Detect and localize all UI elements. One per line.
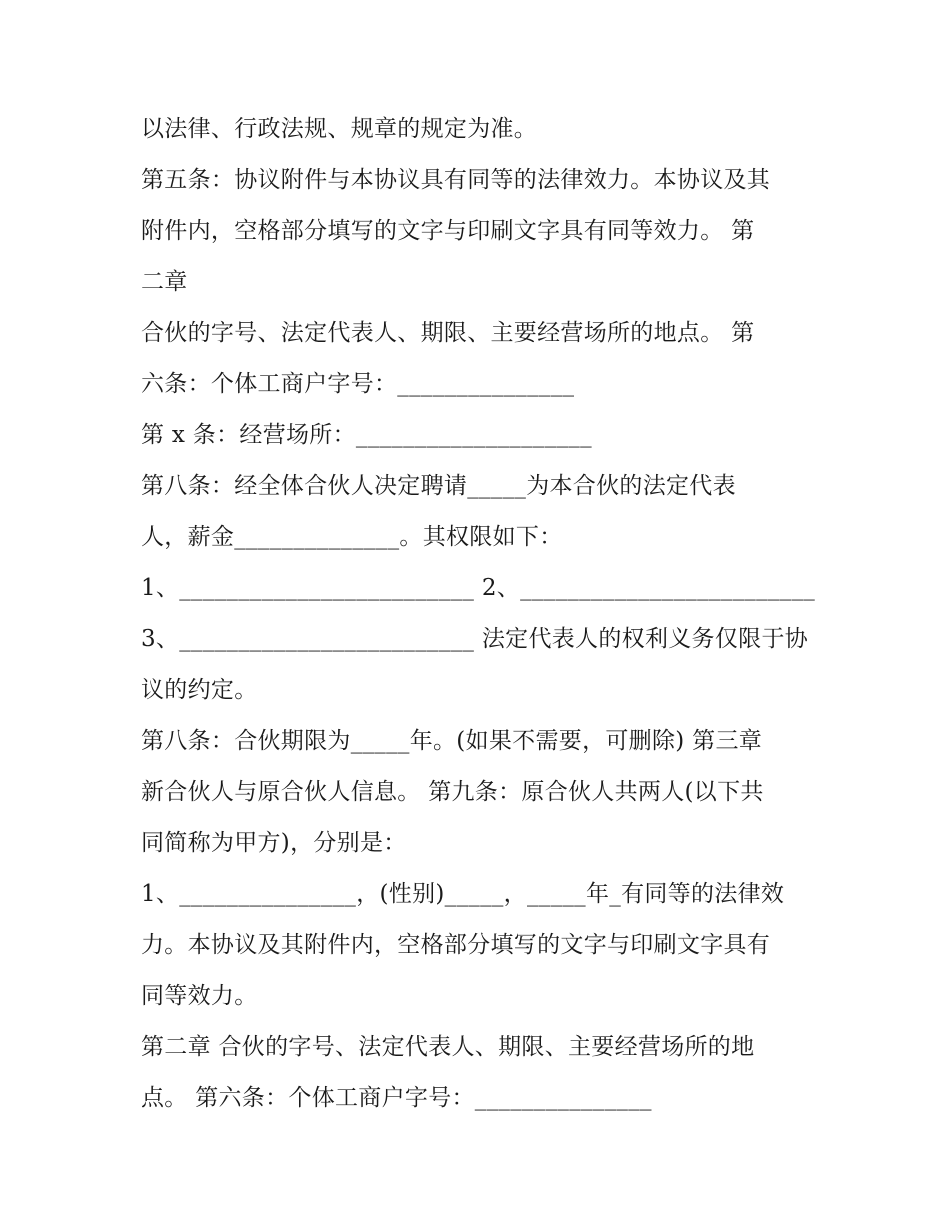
text-line: 1、_________________________ 2、_________________________ xyxy=(141,575,816,601)
text-line: 1、_______________，(性别)_____，_____年_有同等的法律效 xyxy=(141,881,785,907)
text-line: 力。本协议及其附件内，空格部分填写的文字与印刷文字具有 xyxy=(141,932,771,958)
text-line: 附件内，空格部分填写的文字与印刷文字具有同等效力。 第 xyxy=(141,218,755,244)
text-line: 以法律、行政法规、规章的规定为准。 xyxy=(141,116,538,142)
text-line: 六条：个体工商户字号：_______________ xyxy=(141,371,575,397)
text-line: 点。 第六条：个体工商户字号：_______________ xyxy=(141,1085,652,1111)
text-line: 第八条：经全体合伙人决定聘请_____为本合伙的法定代表 xyxy=(141,473,736,499)
text-line: 新合伙人与原合伙人信息。 第九条：原合伙人共两人(以下共 xyxy=(141,779,764,805)
document-body xyxy=(141,104,821,1124)
text-line: 第五条：协议附件与本协议具有同等的法律效力。本协议及其 xyxy=(141,167,771,193)
text-line: 议的约定。 xyxy=(141,677,258,703)
text-line: 同简称为甲方)，分别是： xyxy=(141,830,407,856)
text-line: 3、_________________________ 法定代表人的权利义务仅限于协 xyxy=(141,626,809,652)
text-line: 二章 xyxy=(141,269,188,295)
text-line: 第 x 条：经营场所：____________________ xyxy=(141,422,592,448)
text-line: 第八条：合伙期限为_____年。(如果不需要，可删除) 第三章 xyxy=(141,728,763,754)
text-line: 第二章 合伙的字号、法定代表人、期限、主要经营场所的地 xyxy=(141,1034,755,1060)
text-line: 合伙的字号、法定代表人、期限、主要经营场所的地点。 第 xyxy=(141,320,755,346)
text-line: 同等效力。 xyxy=(141,983,258,1009)
text-line: 人，薪金______________。其权限如下： xyxy=(141,524,563,550)
